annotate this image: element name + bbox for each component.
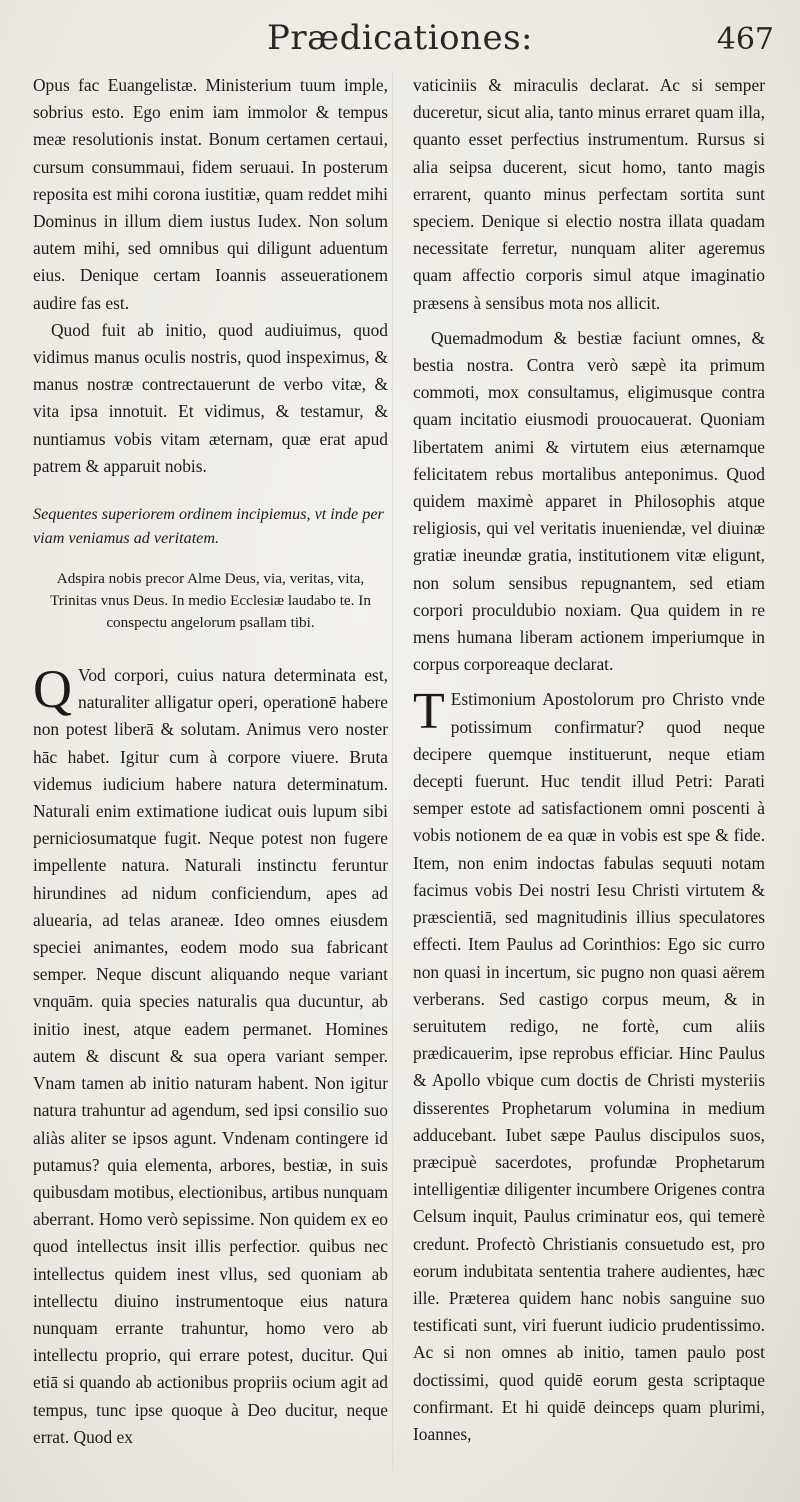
right-column <box>413 72 765 1448</box>
right-paragraph-3 <box>413 683 765 1448</box>
italic-rubric: Sequentes superiorem ordinem incipiemus, vt inde per viam veniamus ad veritatem. <box>33 505 384 548</box>
hymn-verse: Adspira nobis precor Alme Deus, via, veritas, vita, Trinitas vnus Deus. In medio Ecclesiæ laudabo te. In conspectu angelorum psallam tibi. <box>50 570 371 632</box>
right-paragraph-2: Quemadmodum & bestiæ faciunt omnes, & bestia nostra. Contra verò sæpè ita primum commoti, mox consultamus, eligimusque contra quam incitatio eiusmodi prouocauerat. Quoniam libertatem animi & virtutem eius æternamque felicitatem rebus mortalibus anteponimus. Quod quidem maximè apparet in Philosophis atque religiosis, qui vel veritatis inueniendæ, vel diuinæ gratiæ ineundæ gratia, institutionem vitæ eligunt, non solum sensibus repugnantem, sed etiam corpori proculdubio noxiam. Qua quidem in re mens humana liberam actionem imperiumque in corpus corporeaque declarat. <box>413 327 765 675</box>
page-number: 467 <box>716 22 774 57</box>
left-paragraph-3 <box>33 659 388 1451</box>
column-gutter <box>392 70 393 1470</box>
left-paragraph-1: Opus fac Euangelistæ. Ministerium tuum imple, sobrius esto. Ego enim iam immolor & tempus meæ resolutionis instat. Bonum certamen certaui, cursum consummaui, fidem seruaui. In posterum reposita est mihi corona iustitiæ, quam reddet mihi Dominus in illum diem iustus Iudex. Non solum autem mihi, sed omnibus qui diligunt aduentum eius. Denique certam Ioannis asseuerationem audire fas est. <box>33 75 388 313</box>
right-paragraph-1: vaticiniis & miraculis declarat. Ac si semper duceretur, sicut alia, tanto minus erraret quam illa, quanto esset perfectius instrumentum. Rursus si alia seipsa ducerent, sicut homo, tanto magis errarent, quanto minus perfectam sortita sunt speciem. Denique si electio nostra illata quadam necessitate ferretur, nunquam aliter ageremus quam affectio corporis simul atque imaginatio præsens à sensibus mota nos allicit. <box>413 75 765 313</box>
page-header <box>0 14 800 74</box>
left-column <box>33 72 388 1451</box>
left-paragraph-3-text: Vod corpori, cuius natura determinata est, naturaliter alligatur operi, operationē habere non potest liberā & solutam. Animus vero noster hāc habet. Igitur cum à corpore viuere. Bruta videmus iudicium habere natura determinatum. Naturali enim extimatione iudicat ouis lupum sibi perniciosumatque fugit. Neque potest non fugere impellente natura. Naturali instinctu feruntur hirundines ad nidum conficiendum, apes ad aluearia, ad telas araneæ. Ideo omnes eiusdem speciei animantes, eodem modo sua fabricant semper. Neque discunt aliquando neque variant vnquām. quia species naturalis qua ducuntur, ab initio inest, atque eadem permanet. Homines autem & discunt & sua opera variant semper. Vnam tamen ab initio naturam habent. Non igitur natura trahuntur ad agendum, sed ipsi consilio suo aliàs aliter se ipsos agunt. Vndenam contingere id putamus? quia elementa, arbores, bestiæ, in suis quibusdam motibus, electionibus, artibus nunquam aberrant. Homo verò sepissime. Non quidem ex eo quod intellectus insit illis perfectior. quibus nec intellectus quidem inest vllus, sed quoniam ab intellectu diuino instrumentoque eius natura nunquam errante trahuntur, homo vero ab intellectu proprio, qui errare potest, ducitur. Qui etiā si quando ab actionibus propriis ocium agit ad tempus, tunc ipse quoque à Deo ducitur, neque errat. Quod ex <box>33 665 388 1447</box>
dropcap-t: T <box>413 683 445 741</box>
dropcap-q: Q <box>33 659 72 720</box>
right-paragraph-3-text: Estimonium Apostolorum pro Christo vnde potissimum confirmatur? quod neque decipere quemque instituerunt, neque etiam decepti fuerunt. Huc tendit illud Petri: Parati semper estote ad satisfactionem omni poscenti à vobis notionem de ea quæ in vobis est spe & fide. Item, non enim indoctas fabulas sequuti notam facimus vobis Dei nostri Iesu Christi virtutem & præscientiā, sed magnitudinis illius speculatores effecti. Item Paulus ad Corinthios: Ego sic curro non quasi in incertum, sic pugno non quasi aërem verberans. Sed castigo corpus meum, & in seruitutem redigo, ne fortè, cum aliis prædicauerim, ipse reprobus efficiar. Hinc Paulus & Apollo vbique cum doctis de Christi mysteriis disserentes Prophetarum volumina in medium adducebant. Iubet sæpe Paulus discipulos suos, præcipuè sacerdotes, profundæ Prophetarum intelligentiæ diligenter incumbere Origenes contra Celsum inquit, Paulus criminatur eos, qui temerè credunt. Profectò Christianis consuetudo est, pro eorum indubitata sententia trahere audientes, hæc ille. Præterea quidem hanc nobis sanguine suo testificati sunt, viri fuerunt iudicio prudentissimo. Ac si non omnes ab initio, tamen paulo post doctissimi, quod quidē eorum gesta scriptaque confirmant. Et hi quidē deinceps quam plurimi, Ioannes, <box>413 689 765 1444</box>
running-title: Prædicationes: <box>267 18 533 58</box>
left-paragraph-2: Quod fuit ab initio, quod audiuimus, quod vidimus manus oculis nostris, quod inspeximus, & manus nostræ contrectauerunt de verbo vitæ, & vita ipsa innotuit. Et vidimus, & testamur, & nuntiamus vobis vitam æternam, quæ erat apud patrem & apparuit nobis. <box>33 319 388 476</box>
